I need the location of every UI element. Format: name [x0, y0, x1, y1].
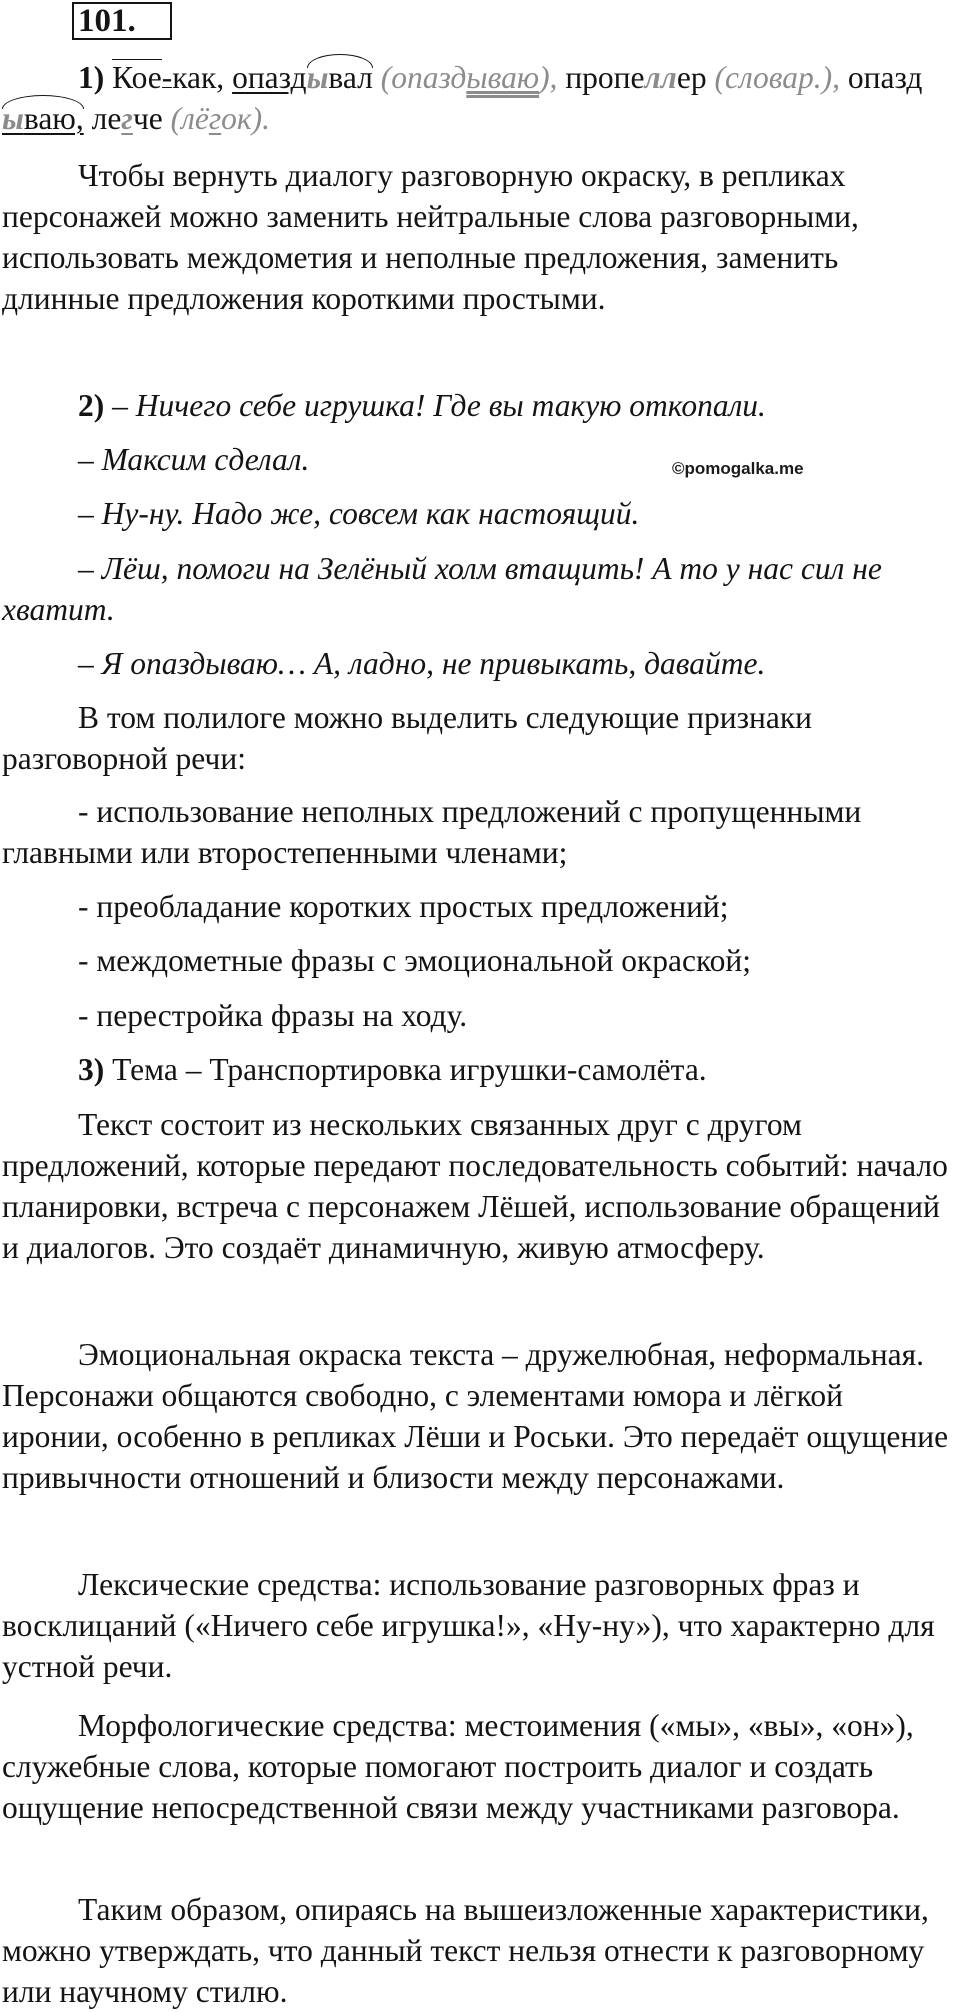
bullet-3: - междометные фразы с эмоциональной окраской;: [78, 943, 752, 978]
paragraph-features-intro: В том полилоге можно выделить следующие признаки разговорной речи:: [2, 700, 813, 776]
part1-spelling: 1) Кое-как, опаздывал (опаздываю), пропеллер (словар.), опаздываю, легче (лёгок).: [2, 57, 950, 139]
dialogue-line-2: – Максим сделал.: [78, 442, 310, 477]
part2-label: 2): [78, 388, 105, 423]
bullet-1: - использование неполных предложений с пропущенными главными или второстепенными членами;: [2, 794, 862, 870]
word-opazdyvayu-hint: (опаздываю),: [380, 60, 558, 95]
paragraph-emotion: Эмоциональная окраска текста – дружелюбная, неформальная. Персонажи общаются свободно, с элементами юмора и лёгкой иронии, особенно в репликах Лёши и Роськи. Это передаёт ощущение привычности отношений и близости между персонажами.: [2, 1337, 949, 1495]
part3-label: 3): [78, 1052, 105, 1087]
word-slovar: (словар.),: [714, 60, 841, 95]
hyphen-mark: -: [162, 57, 173, 98]
dialogue-line-5: – Я опаздываю… А, ладно, не привыкать, давайте.: [78, 646, 766, 681]
paragraph-theme: 3) Тема – Транспортировка игрушки-самолёта.: [78, 1052, 707, 1087]
paragraph-lexical: Лексические средства: использование разговорных фраз и восклицаний («Ничего себе игрушка!», «Ну-ну»), что характерно для устной речи.: [2, 1567, 935, 1684]
word-propeller: пропеллер: [565, 60, 707, 95]
task-number: 101.: [78, 3, 136, 39]
dialogue-line-4: – Лёш, помоги на Зелёный холм втащить! А то у нас сил не хватит.: [2, 551, 882, 627]
dialogue-line-1: 2) – Ничего себе игрушка! Где вы такую откопали.: [78, 388, 766, 423]
paragraph-morphological: Морфологические средства: местоимения («мы», «вы», «он»), служебные слова, которые помогают построить диалог и создать ощущение непосредственной связи между участниками разговора.: [2, 1708, 914, 1825]
word-koe: Кое: [112, 60, 162, 95]
part1-label: 1): [78, 60, 105, 95]
word-opazdyval: опаздывал: [232, 60, 373, 95]
paragraph-structure: Текст состоит из нескольких связанных друг с другом предложений, которые передают последовательность событий: начало планировки, встреча с персонажем Лёшей, использование обращений и диалогов. Это создаёт динамичную, живую атмосферу.: [2, 1107, 948, 1265]
word-lyogok: (лёгок).: [170, 101, 271, 136]
word-opazdyvayu: опаздываю,: [2, 60, 922, 136]
paragraph-1: Чтобы вернуть диалогу разговорную окраску, в репликах персонажей можно заменить нейтральные слова разговорными, использовать междометия и неполные предложения, заменить длинные предложения короткими простыми.: [2, 158, 859, 316]
watermark: ©pomogalka.me: [672, 459, 804, 478]
paragraph-conclusion: Таким образом, опираясь на вышеизложенные характеристики, можно утверждать, что данный текст нельзя отнести к разговорному или научному стилю.: [2, 1892, 929, 2009]
bullet-2: - преобладание коротких простых предложений;: [78, 889, 729, 924]
word-legche: легче: [91, 101, 163, 136]
bullet-4: - перестройка фразы на ходу.: [78, 998, 468, 1033]
dialogue-line-3: – Ну-ну. Надо же, совсем как настоящий.: [78, 496, 640, 531]
